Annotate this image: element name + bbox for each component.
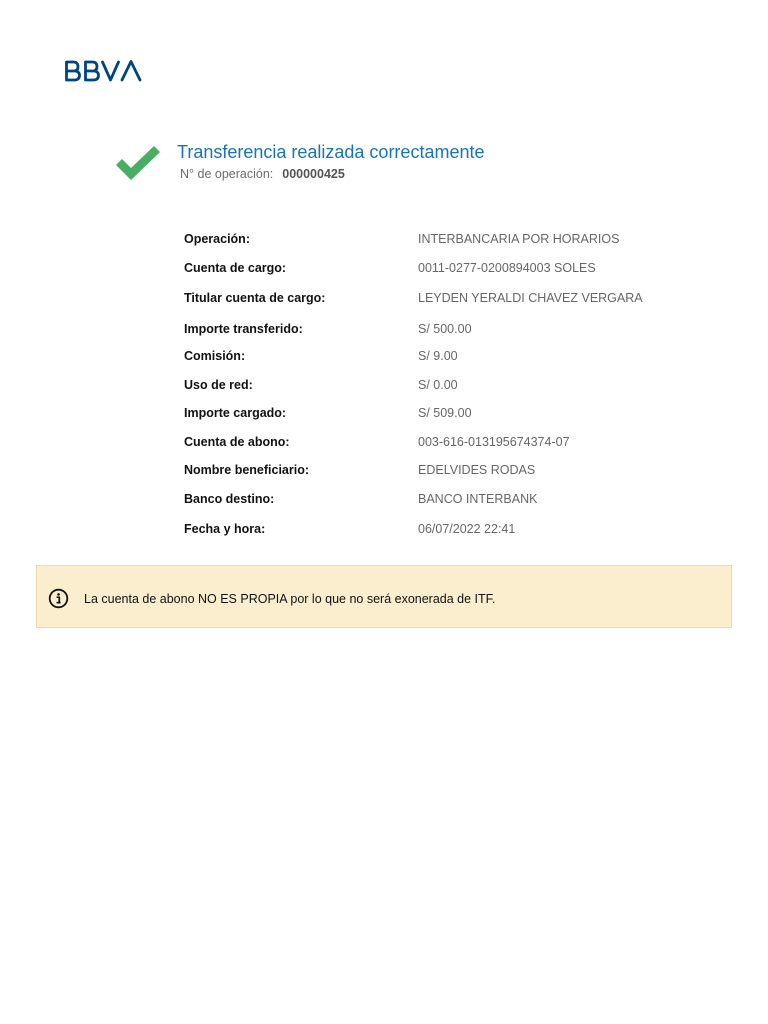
detail-label: Uso de red: xyxy=(184,378,253,392)
detail-value: BANCO INTERBANK xyxy=(418,492,538,506)
operation-number-label: N° de operación: xyxy=(180,167,274,181)
detail-value: 003-616-013195674374-07 xyxy=(418,435,570,449)
detail-label: Importe cargado: xyxy=(184,406,287,420)
detail-label: Importe transferido: xyxy=(184,322,303,336)
detail-value: S/ 9.00 xyxy=(418,349,458,363)
itf-notice xyxy=(36,565,732,628)
operation-number xyxy=(180,167,345,181)
detail-value: 0011-0277-0200894003 SOLES xyxy=(418,261,596,275)
detail-value: EDELVIDES RODAS xyxy=(418,463,536,477)
detail-value: INTERBANCARIA POR HORARIOS xyxy=(418,232,620,246)
page-title: Transferencia realizada correctamente xyxy=(177,142,485,162)
bbva-logo xyxy=(64,58,146,84)
detail-value: S/ 509.00 xyxy=(418,406,472,420)
operation-number-value: 000000425 xyxy=(282,167,345,181)
detail-value: S/ 0.00 xyxy=(418,378,458,392)
info-icon xyxy=(48,588,69,609)
notice-text: La cuenta de abono NO ES PROPIA por lo que no será exonerada de ITF. xyxy=(84,592,496,606)
detail-label: Fecha y hora: xyxy=(184,522,266,536)
detail-label: Comisión: xyxy=(184,349,246,363)
checkmark-icon xyxy=(114,145,162,181)
detail-label: Operación: xyxy=(184,232,250,246)
detail-value: S/ 500.00 xyxy=(418,322,472,336)
detail-label: Nombre beneficiario: xyxy=(184,463,310,477)
detail-label: Cuenta de cargo: xyxy=(184,261,287,275)
detail-label: Titular cuenta de cargo: xyxy=(184,291,326,305)
detail-value: LEYDEN YERALDI CHAVEZ VERGARA xyxy=(418,291,643,305)
detail-label: Banco destino: xyxy=(184,492,275,506)
detail-value: 06/07/2022 22:41 xyxy=(418,522,516,536)
detail-label: Cuenta de abono: xyxy=(184,435,290,449)
